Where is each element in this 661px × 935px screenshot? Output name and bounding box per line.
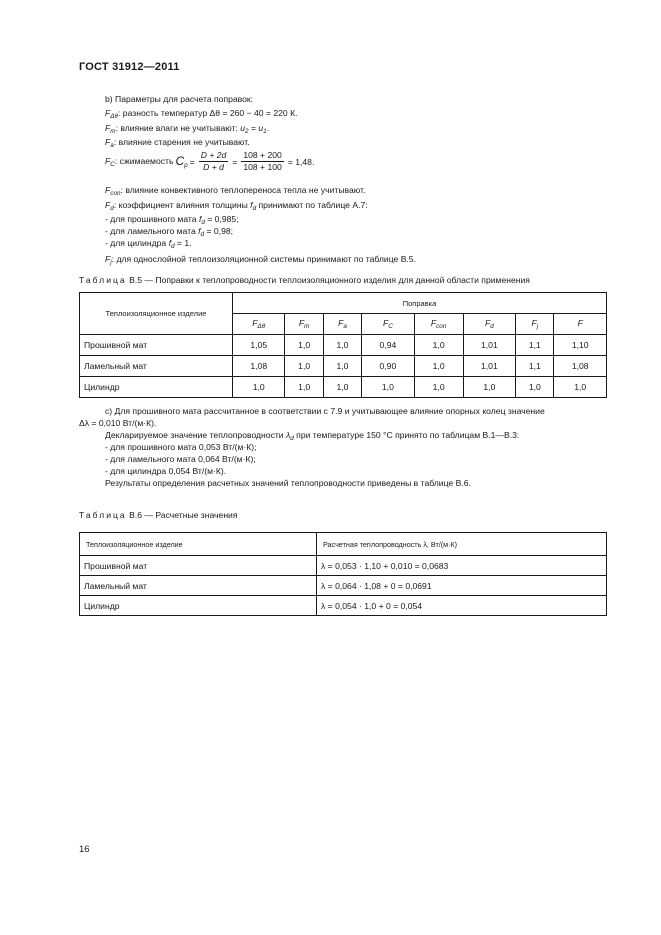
- table-cell: 1,0: [414, 335, 463, 356]
- table-header: Теплоизоляционное изделие: [80, 293, 233, 335]
- param-con: $F_{con}$: влияние конвективного теплопереноса тепла не учитывают.: [105, 185, 366, 197]
- table-cell: 1,0: [285, 335, 323, 356]
- table-b5: [79, 292, 607, 398]
- fraction-numeric: $\frac{108 + 200}{108 + 100}$: [243, 150, 282, 172]
- table-column-header: $F_{con}$: [414, 314, 463, 335]
- section-c-line1: с) Для прошивного мата рассчитанное в соответствии с 7.9 и учитывающее влияние опорных колец значение: [105, 406, 545, 416]
- table-row-label: Цилиндр: [80, 596, 317, 616]
- section-c-line2: Δλ = 0,010 Вт/(м·К).: [79, 418, 157, 428]
- table-cell: 1,0: [414, 377, 463, 398]
- table-b5-caption: Таблица В.5 — Поправки к теплопроводности теплоизоляционного изделия для данной области применения: [79, 275, 530, 285]
- table-cell: 1,05: [233, 335, 285, 356]
- table-header: Расчетная теплопроводность λ, Вт/(м·К): [317, 533, 607, 556]
- table-row: [80, 596, 607, 616]
- table-row: [80, 576, 607, 596]
- table-cell: 1,0: [463, 377, 515, 398]
- table-row-label: Прошивной мат: [80, 335, 233, 356]
- table-column-header: $F_m$: [285, 314, 323, 335]
- fraction-formula: $\frac{D + 2d}{D + d}$: [200, 150, 227, 172]
- param-m: $F_m$: влияние влаги не учитывают: $u_2 = u_1$.: [105, 123, 270, 135]
- section-c-result: Результаты определения расчетных значений теплопроводности приведены в таблице В.6.: [105, 478, 471, 488]
- section-b-intro: b) Параметры для расчета поправок:: [105, 94, 254, 104]
- param-c-compressibility: $F_C$: сжимаемость $C_p$ = $\frac{D + 2d}{D + d}$ = $\frac{108 + 200}{108 + 100}$ = 1,48.: [105, 150, 315, 172]
- table-row: [80, 556, 607, 576]
- table-cell: 1,0: [323, 335, 361, 356]
- table-row: [80, 356, 607, 377]
- param-d: $F_d$: коэффициент влияния толщины $f_d$ принимают по таблице А.7:: [105, 200, 368, 212]
- table-row: [80, 335, 607, 356]
- table-cell: 1,1: [516, 335, 554, 356]
- document-header: ГОСТ 31912—2011: [79, 61, 180, 73]
- table-b6: [79, 532, 607, 616]
- table-cell: 1,0: [362, 377, 414, 398]
- table-column-header: $F_j$: [516, 314, 554, 335]
- table-row-label: Ламельный мат: [80, 356, 233, 377]
- table-cell: 1,08: [233, 356, 285, 377]
- table-cell: 1,0: [285, 356, 323, 377]
- param-dtheta: $F_{\Delta\theta}$: разность температур Δθ = 260 − 40 = 220 К.: [105, 108, 298, 120]
- page-number: 16: [79, 844, 90, 855]
- table-row-label: Цилиндр: [80, 377, 233, 398]
- table-cell: 0,90: [362, 356, 414, 377]
- param-d-item: - для ламельного мата $f_d = 0,98$;: [105, 226, 234, 238]
- table-cell: 1,0: [285, 377, 323, 398]
- table-cell: λ = 0,064 · 1,08 + 0 = 0,0691: [317, 576, 607, 596]
- table-cell: λ = 0,053 · 1,10 + 0,010 = 0,0683: [317, 556, 607, 576]
- param-j: $F_j$: для однослойной теплоизоляционной системы принимают по таблице В.5.: [105, 254, 416, 266]
- table-cell: 1,0: [414, 356, 463, 377]
- table-cell: 0,94: [362, 335, 414, 356]
- table-cell: 1,1: [516, 356, 554, 377]
- table-row: [80, 377, 607, 398]
- table-cell: 1,0: [554, 377, 607, 398]
- table-column-header: F: [554, 314, 607, 335]
- table-b6-caption: Таблица В.6 — Расчетные значения: [79, 510, 238, 520]
- table-cell: 1,0: [323, 377, 361, 398]
- param-d-item: - для прошивного мата $f_d = 0,985$;: [105, 214, 239, 226]
- table-cell: 1,10: [554, 335, 607, 356]
- table-cell: 1,01: [463, 356, 515, 377]
- table-header: Поправка: [233, 293, 607, 314]
- table-column-header: $F_{\Delta\theta}$: [233, 314, 285, 335]
- table-column-header: $F_d$: [463, 314, 515, 335]
- table-row-label: Прошивной мат: [80, 556, 317, 576]
- section-c-item: - для ламельного мата 0,064 Вт/(м·К);: [105, 454, 256, 464]
- table-cell: 1,0: [323, 356, 361, 377]
- section-c-declared: Декларируемое значение теплопроводности $\lambda_d$ при температуре 150 °С принято по таблицам В.1—В.3:: [105, 430, 520, 442]
- table-row-label: Ламельный мат: [80, 576, 317, 596]
- table-cell: 1,0: [233, 377, 285, 398]
- table-cell: 1,08: [554, 356, 607, 377]
- table-column-header: $F_a$: [323, 314, 361, 335]
- table-cell: 1,0: [516, 377, 554, 398]
- param-d-item: - для цилиндра $f_d = 1$.: [105, 238, 192, 250]
- table-cell: 1,01: [463, 335, 515, 356]
- section-c-item: - для прошивного мата 0,053 Вт/(м·К);: [105, 442, 257, 452]
- table-cell: λ = 0,054 · 1,0 + 0 = 0,054: [317, 596, 607, 616]
- table-header: Теплоизоляционное изделие: [80, 533, 317, 556]
- section-c-item: - для цилиндра 0,054 Вт/(м·К).: [105, 466, 227, 476]
- table-column-header: $F_C$: [362, 314, 414, 335]
- param-a: $F_a$: влияние старения не учитывают.: [105, 137, 250, 149]
